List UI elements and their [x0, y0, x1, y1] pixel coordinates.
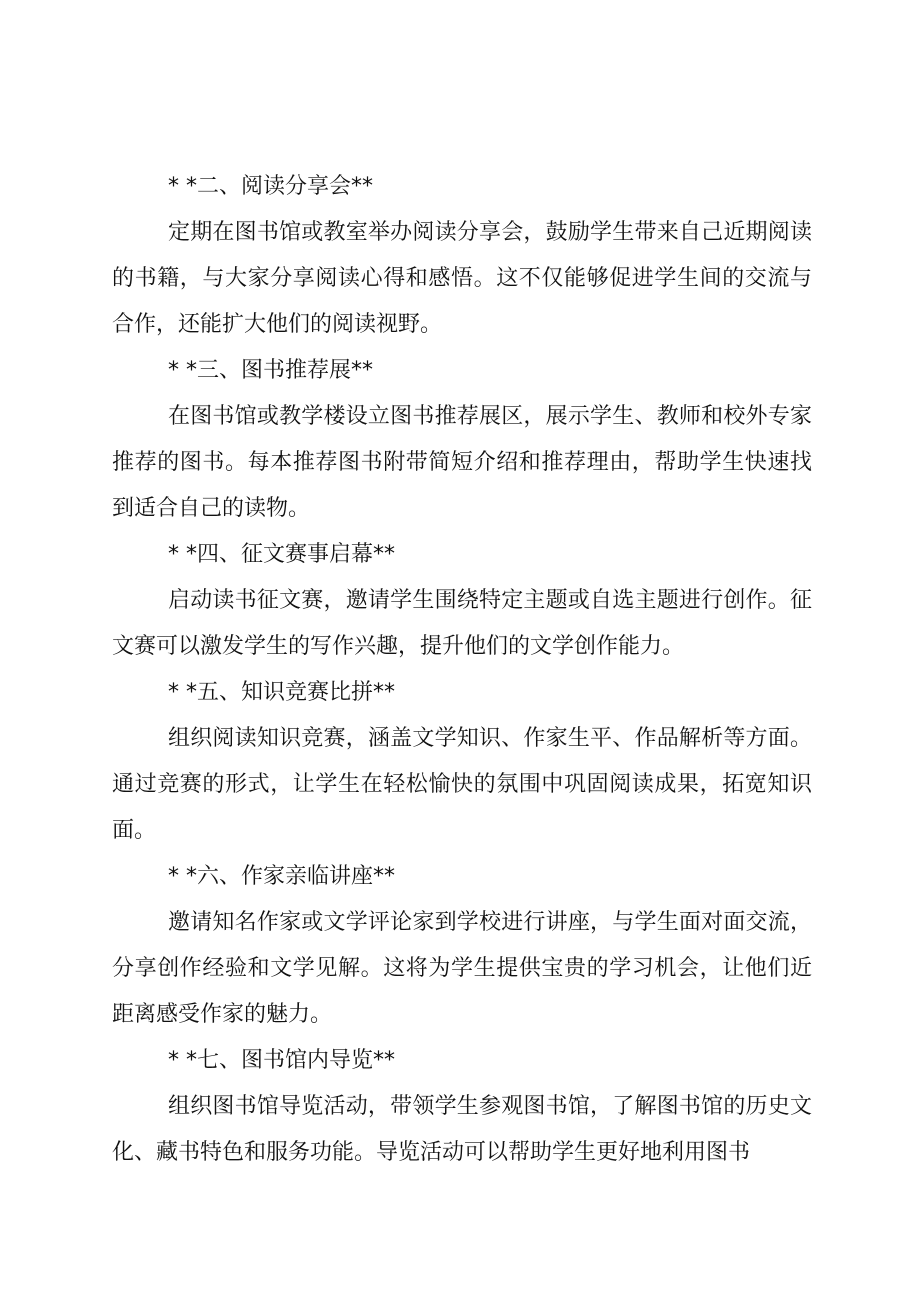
section-paragraph-2: 定期在图书馆或教室举办阅读分享会，鼓励学生带来自己近期阅读的书籍，与大家分享阅读心得和感悟。这不仅能够促进学生间的交流与合作，还能扩大他们的阅读视野。: [112, 220, 812, 337]
section-heading-2: * *二、阅读分享会**: [168, 174, 373, 199]
section-heading-6: * *六、作家亲临讲座**: [168, 864, 395, 889]
section-heading-5: * *五、知识竞赛比拼**: [168, 680, 395, 705]
section-paragraph-5: 组织阅读知识竞赛，涵盖文学知识、作家生平、作品解析等方面。通过竞赛的形式，让学生在轻松愉快的氛围中巩固阅读成果，拓宽知识面。: [112, 726, 812, 843]
section-paragraph-3: 在图书馆或教学楼设立图书推荐展区，展示学生、教师和校外专家推荐的图书。每本推荐图书附带简短介绍和推荐理由，帮助学生快速找到适合自己的读物。: [112, 404, 812, 521]
section-heading-3: * *三、图书推荐展**: [168, 358, 373, 383]
section-paragraph-7: 组织图书馆导览活动，带领学生参观图书馆，了解图书馆的历史文化、藏书特色和服务功能。导览活动可以帮助学生更好地利用图书: [112, 1094, 812, 1165]
document-body: [112, 164, 812, 1176]
section-paragraph-4: 启动读书征文赛，邀请学生围绕特定主题或自选主题进行创作。征文赛可以激发学生的写作兴趣，提升他们的文学创作能力。: [112, 588, 812, 659]
section-heading-7: * *七、图书馆内导览**: [168, 1048, 395, 1073]
section-heading-4: * *四、征文赛事启幕**: [168, 542, 395, 567]
section-paragraph-6: 邀请知名作家或文学评论家到学校进行讲座，与学生面对面交流，分享创作经验和文学见解。这将为学生提供宝贵的学习机会，让他们近距离感受作家的魅力。: [112, 910, 812, 1027]
